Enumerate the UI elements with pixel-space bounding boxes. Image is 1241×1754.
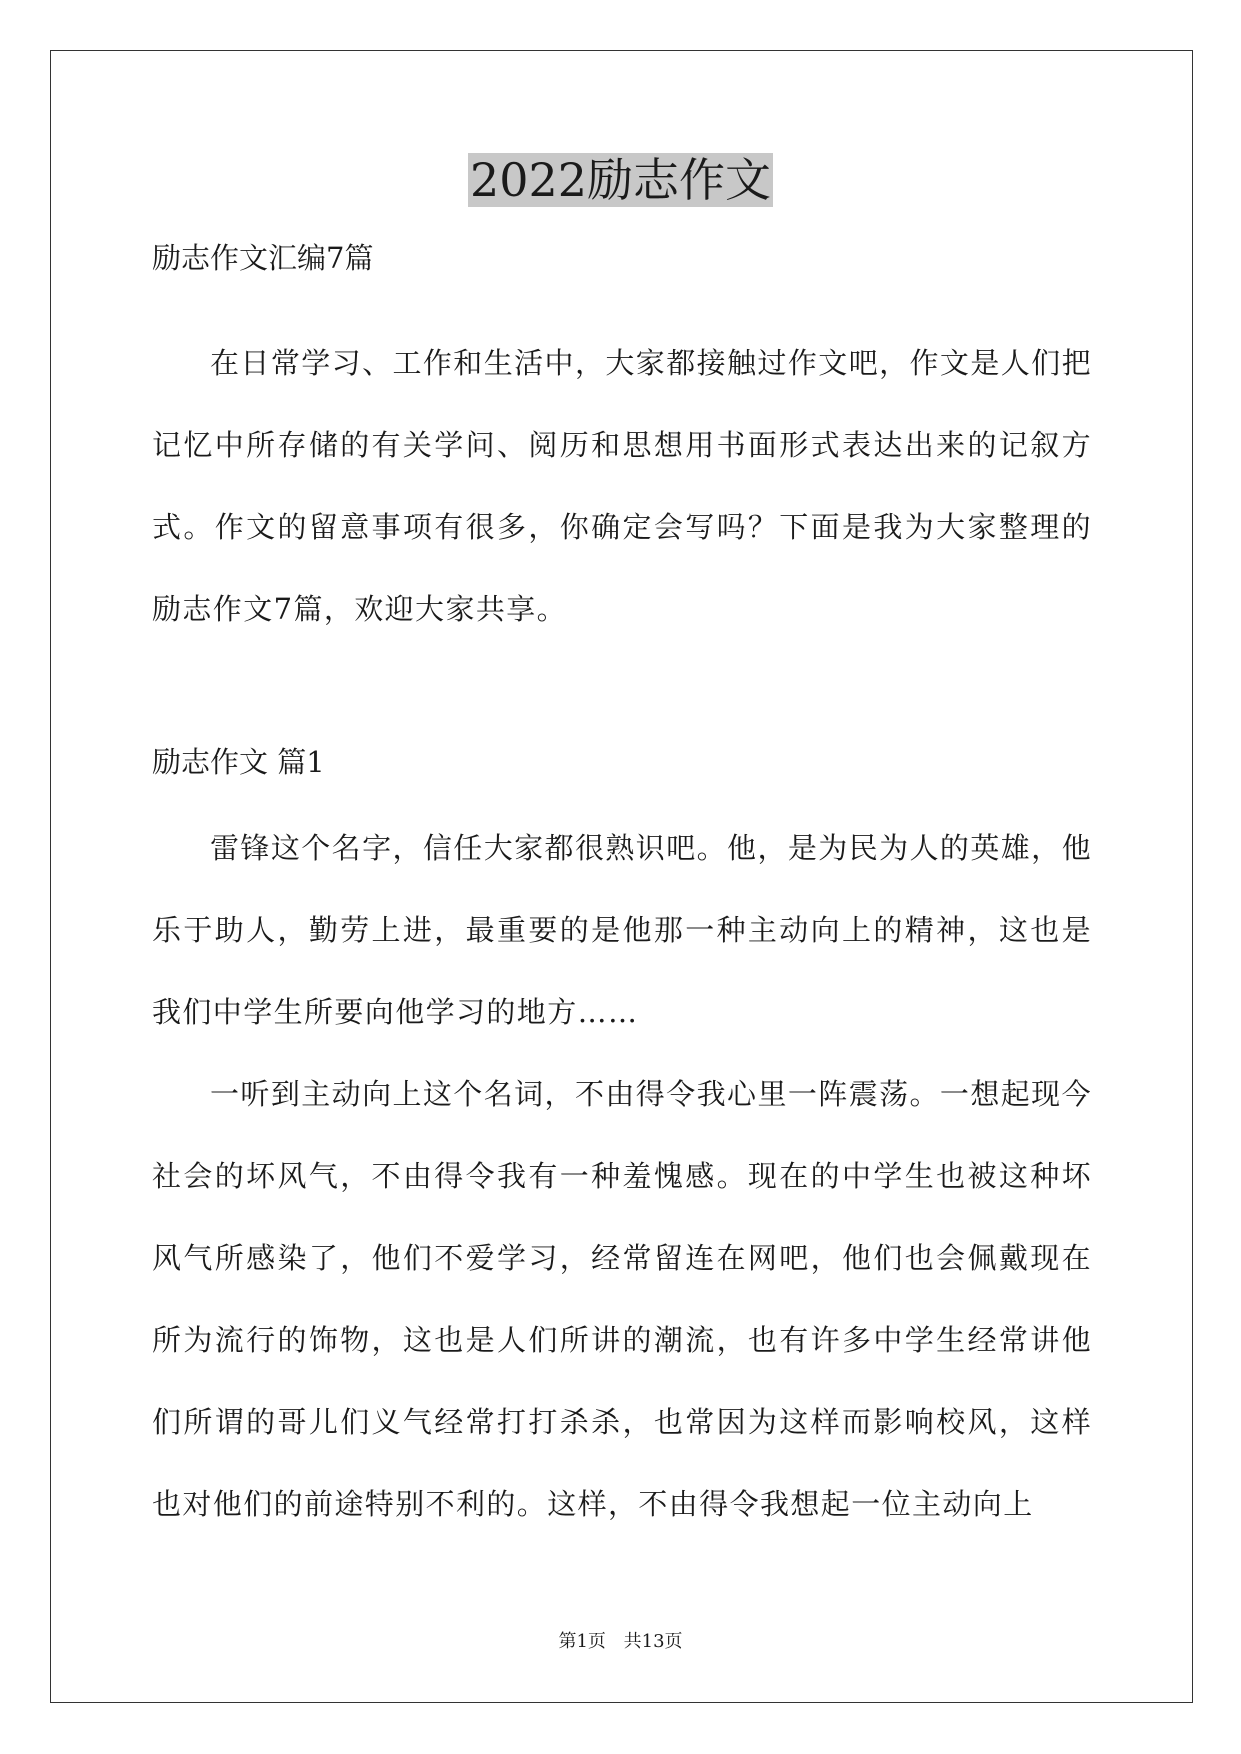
- body-paragraph-2: 一听到主动向上这个名词，不由得令我心里一阵震荡。一想起现今社会的坏风气，不由得令我有一种羞愧感。现在的中学生也被这种坏风气所感染了，他们不爱学习，经常留连在网吧，他们也会佩戴现在所为流行的饰物，这也是人们所讲的潮流，也有许多中学生经常讲他们所谓的哥儿们义气经常打打杀杀，也常因为这样而影响校风，这样也对他们的前途特别不利的。这样，不由得令我想起一位主动向上: [152, 1077, 1092, 1521]
- document-subtitle: 励志作文汇编7篇: [152, 241, 374, 275]
- document-title: [0, 150, 1241, 210]
- page-number-footer: 第1页 共13页: [558, 1631, 683, 1652]
- section-heading: 励志作文 篇1: [152, 745, 325, 779]
- document-title-text: 2022励志作文: [469, 153, 772, 207]
- body-paragraph-1: 雷锋这个名字，信任大家都很熟识吧。他，是为民为人的英雄，他乐于助人，勤劳上进，最重要的是他那一种主动向上的精神，这也是我们中学生所要向他学习的地方……: [152, 831, 1092, 1029]
- intro-paragraph: 在日常学习、工作和生活中，大家都接触过作文吧，作文是人们把记忆中所存储的有关学问、阅历和思想用书面形式表达出来的记叙方式。作文的留意事项有很多，你确定会写吗？下面是我为大家整理的励志作文7篇，欢迎大家共享。: [152, 346, 1092, 626]
